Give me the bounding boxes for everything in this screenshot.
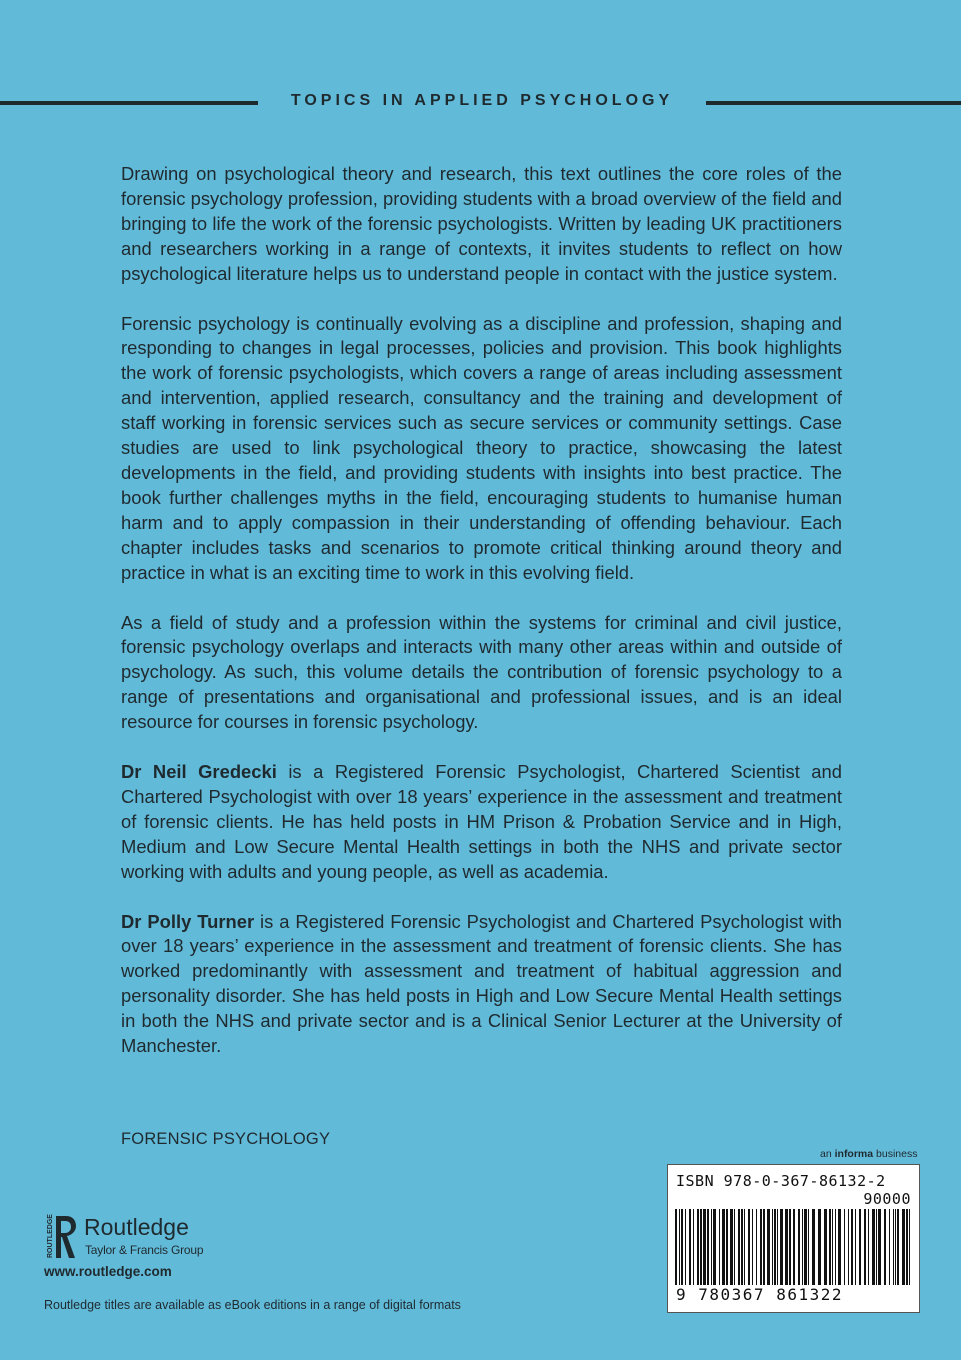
publisher-name: Routledge xyxy=(84,1214,189,1240)
series-header xyxy=(0,88,961,116)
price-addon: 90000 xyxy=(863,1190,911,1208)
author-bio xyxy=(121,760,842,885)
informa-business-note: an informa business xyxy=(820,1148,918,1160)
blurb-paragraph: As a field of study and a profession within the systems for criminal and civil justice, forensic psychology overlaps and interacts with many other areas within and outside of psychology. As such, this volume details the contribution of forensic psychology to a range of presentations and organisational and professional issues, and is an ideal resource for courses in forensic psychology. xyxy=(121,611,842,733)
publisher-group: Taylor & Francis Group xyxy=(85,1243,204,1257)
isbn-barcode xyxy=(667,1164,920,1313)
isbn-label: ISBN 978-0-367-86132-2 xyxy=(676,1172,886,1190)
author-bio-text: is a Registered Forensic Psychologist and Chartered Psychologist with over 18 years’ experience in the assessment and treatment of forensic clients. She has worked predominantly with assessment and treatment of habitual aggression and personality disorder. She has held posts in High and Low Secure Mental Health settings in both the NHS and private sector and is a Clinical Senior Lecturer at the University of Manchester. xyxy=(121,910,842,1057)
author-bio-text: is a Registered Forensic Psychologist, Chartered Scientist and Chartered Psychologist with over 18 years’ experience in the assessment and treatment of forensic clients. He has held posts in HM Prison & Probation Service and in High, Medium and Low Secure Mental Health settings in both the NHS and private sector working with adults and young people, as well as academia. xyxy=(121,761,842,882)
header-rule-left xyxy=(0,101,258,105)
routledge-r-icon xyxy=(44,1212,78,1262)
barcode-bars xyxy=(674,1209,913,1285)
publisher-website[interactable]: www.routledge.com xyxy=(44,1264,172,1279)
header-rule-right xyxy=(706,101,961,105)
blurb-paragraph: Drawing on psychological theory and research, this text outlines the core roles of the forensic psychology profession, providing students with a broad overview of the field and bringing to life the work of the forensic psychologists. Written by leading UK practitioners and researchers working in a range of contexts, it invites students to reflect on how psychological literature helps us to understand people in contact with the justice system. xyxy=(121,163,842,284)
subject-category: FORENSIC PSYCHOLOGY xyxy=(121,1130,331,1148)
svg-text:ROUTLEDGE: ROUTLEDGE xyxy=(47,1214,54,1258)
author-name: Dr Neil Gredecki xyxy=(121,761,277,783)
back-cover-text xyxy=(121,162,842,1084)
author-bio xyxy=(121,910,842,1059)
blurb-paragraph: Forensic psychology is continually evolving as a discipline and profession, shaping and responding to changes in legal processes, policies and provision. This book highlights the work of forensic psychologists, which covers a range of areas including assessment and intervention, applied research, consultancy and the training and development of staff working in forensic services such as secure services or community settings. Case studies are used to link psychological theory to practice, showcasing the latest developments in the field, and providing students with insights into best practice. The book further challenges myths in the field, encouraging students to humanise human harm and to apply compassion in their understanding of offending behaviour. Each chapter includes tasks and scenarios to promote critical thinking around theory and practice in what is an exciting time to work in this evolving field. xyxy=(121,312,842,583)
series-title: TOPICS IN APPLIED PSYCHOLOGY xyxy=(290,92,674,109)
ebook-note: Routledge titles are available as eBook editions in a range of digital formats xyxy=(44,1298,461,1312)
routledge-logo xyxy=(44,1212,224,1262)
author-name: Dr Polly Turner xyxy=(121,910,255,932)
barcode-digits: 9 780367 861322 xyxy=(676,1285,843,1304)
